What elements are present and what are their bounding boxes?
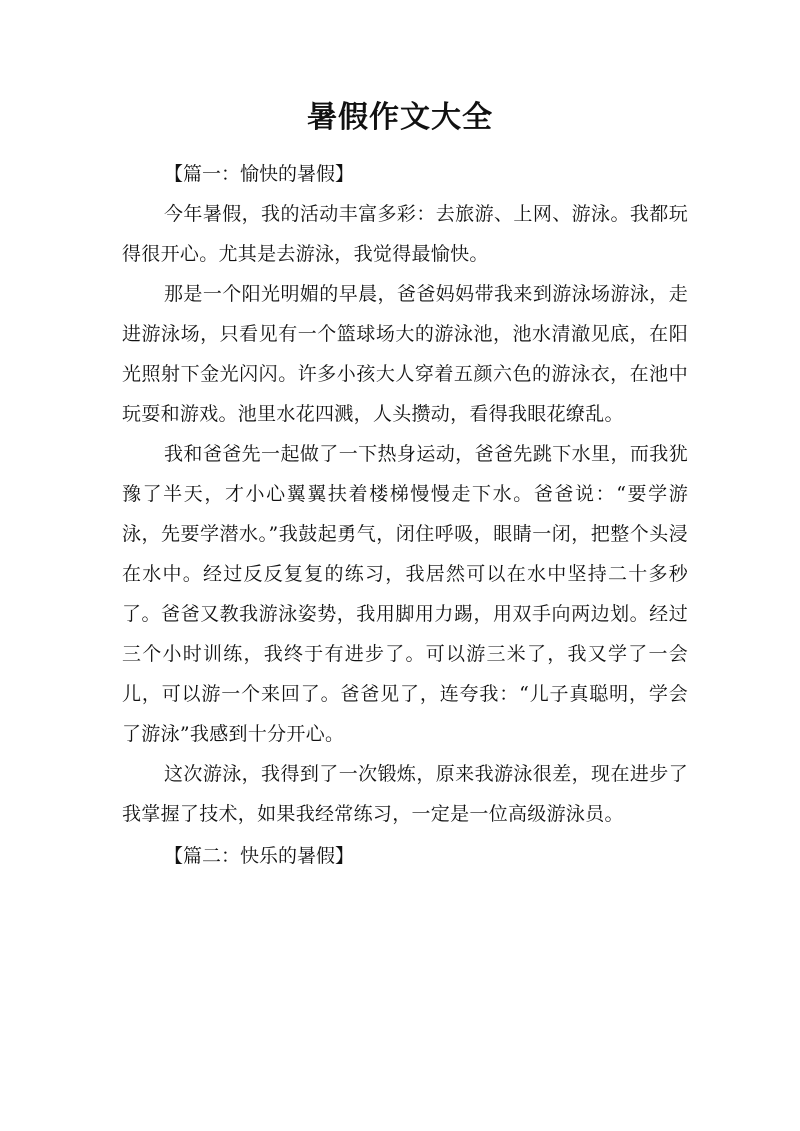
section-heading-1: 【篇一：愉快的暑假】	[164, 163, 355, 185]
paragraph: 那是一个阳光明媚的早晨，爸爸妈妈带我来到游泳场游泳，走进游泳场，只看见有一个篮球场大的游泳池，池水清澈见底，在阳光照射下金光闪闪。许多小孩大人穿着五颜六色的游泳衣，在池中玩耍和游戏。池里水花四溅，人头攒动，看得我眼花缭乱。	[122, 283, 688, 425]
paragraph: 今年暑假，我的活动丰富多彩：去旅游、上网、游泳。我都玩得很开心。尤其是去游泳，我觉得最愉快。	[122, 203, 688, 265]
document-title: 暑假作文大全	[307, 100, 493, 135]
document-body	[122, 154, 688, 876]
paragraph: 我和爸爸先一起做了一下热身运动，爸爸先跳下水里，而我犹豫了半天，才小心翼翼扶着楼梯慢慢走下水。爸爸说：“要学游泳，先要学潜水。”我鼓起勇气，闭住呼吸，眼睛一闭，把整个头浸在水中。经过反反复复的练习，我居然可以在水中坚持二十多秒了。爸爸又教我游泳姿势，我用脚用力踢，用双手向两边划。经过三个小时训练，我终于有进步了。可以游三米了，我又学了一会儿，可以游一个来回了。爸爸见了，连夸我：“儿子真聪明，学会了游泳”我感到十分开心。	[122, 443, 688, 745]
section-heading-2: 【篇二：快乐的暑假】	[164, 845, 355, 867]
paragraph: 这次游泳，我得到了一次锻炼，原来我游泳很差，现在进步了我掌握了技术，如果我经常练习，一定是一位高级游泳员。	[122, 763, 688, 825]
